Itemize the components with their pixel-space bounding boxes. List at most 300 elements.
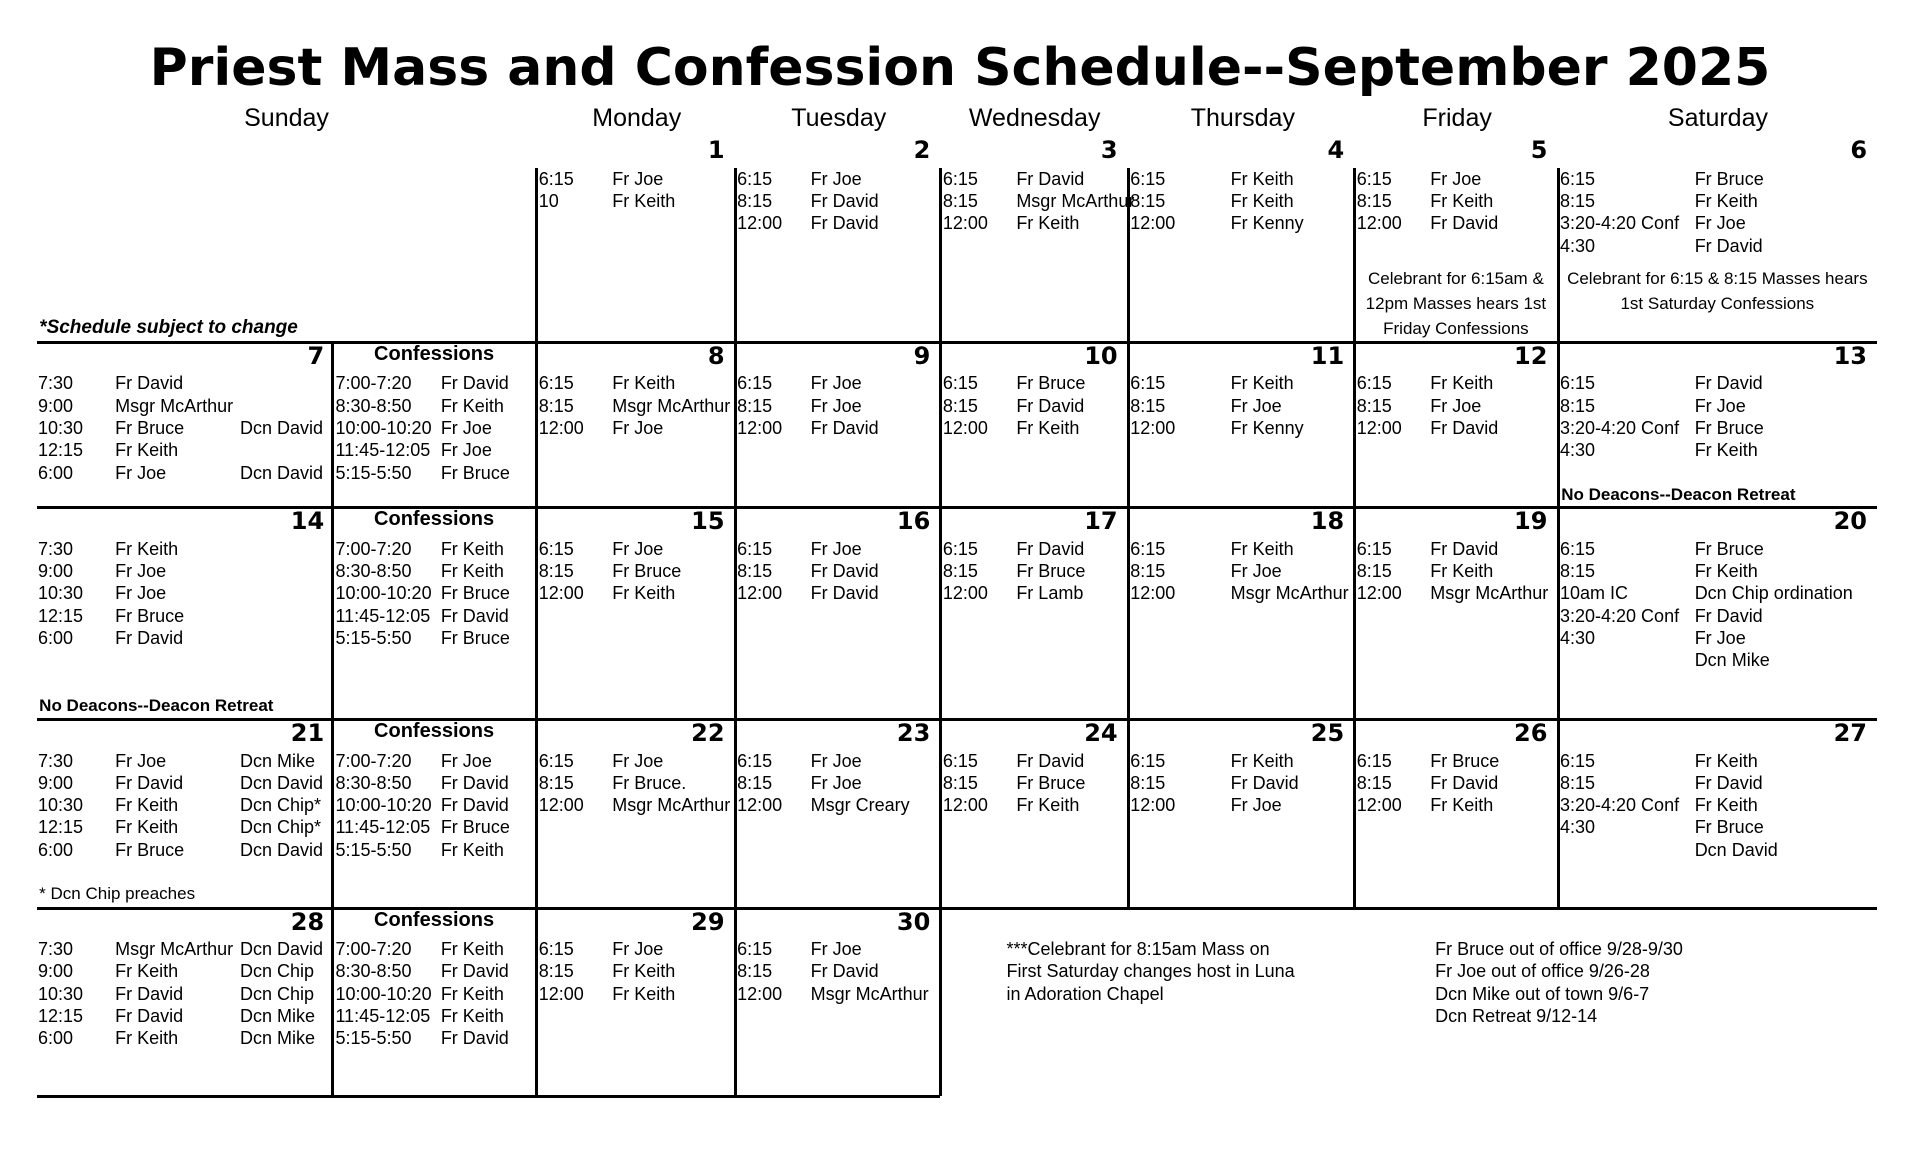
mass-celebrant: Fr Bruce [1016,373,1086,394]
footer-note-left: ***Celebrant for 8:15am Mass on [1006,939,1270,960]
mass-celebrant: Fr David [1016,538,1085,559]
mass-celebrant: Fr Joe [810,395,862,416]
day-number: 4 [1327,135,1345,164]
sunday-mass-time: 10:30 [37,417,83,438]
first-friday-saturday-note: Friday Confessions [1383,318,1529,338]
mass-celebrant: Fr David [810,560,879,581]
mass-celebrant: Fr Keith [1694,440,1758,461]
schedule-note: *Schedule subject to change [39,317,298,339]
mass-time: 6:15 [942,373,978,394]
mass-celebrant: Msgr Creary [810,795,910,816]
mass-celebrant: Dcn David [1694,839,1778,860]
confession-celebrant: Fr Joe [440,750,492,771]
day-name-tuesday: Tuesday [791,104,887,132]
mass-time: 6:15 [1130,750,1166,771]
mass-celebrant: Fr David [1430,213,1499,234]
day-number: 19 [1514,507,1548,536]
mass-time: 8:15 [942,560,978,581]
confession-celebrant: Fr David [440,961,509,982]
mass-time: 8:15 [737,191,773,212]
day-number: 26 [1514,718,1548,747]
confessions-header: Confessions [374,720,495,743]
mass-celebrant: Msgr McArthur [612,395,731,416]
mass-time: 12:00 [538,417,584,438]
deacon-retreat-note: No Deacons--Deacon Retreat [39,695,274,715]
mass-celebrant: Fr David [1430,538,1499,559]
mass-time: 8:15 [942,772,978,793]
mass-celebrant: Fr Keith [1016,213,1080,234]
mass-time: 8:15 [737,395,773,416]
day-number: 6 [1850,135,1868,164]
day-number: 8 [707,341,725,370]
sunday-mass-time: 9:00 [37,560,73,581]
mass-time: 6:15 [538,538,574,559]
mass-time: 6:15 [1560,373,1596,394]
mass-celebrant: Fr Keith [1230,373,1294,394]
mass-celebrant: Fr David [1430,772,1499,793]
mass-celebrant: Fr David [1694,373,1763,394]
mass-time: 12:00 [1130,213,1176,234]
mass-time: 12:00 [1356,795,1402,816]
mass-time: 8:15 [1356,772,1392,793]
mass-celebrant: Fr Bruce [1694,417,1764,438]
mass-celebrant: Fr Joe [612,939,664,960]
confession-celebrant: Fr Keith [440,395,504,416]
day-number: 24 [1084,718,1118,747]
sunday-mass-time: 12:15 [37,817,83,838]
mass-time: 3:20-4:20 Conf [1560,605,1680,626]
mass-time: 6:15 [1560,538,1596,559]
sunday-mass-celebrant: Fr Keith [115,538,179,559]
confession-time: 5:15-5:50 [335,1028,412,1049]
mass-celebrant: Fr David [1694,605,1763,626]
confession-celebrant: Fr Keith [440,560,504,581]
sunday-mass-celebrant: Fr Keith [115,961,179,982]
mass-time: 8:15 [737,961,773,982]
mass-celebrant: Dcn Mike [1694,650,1770,671]
mass-celebrant: Fr David [810,961,879,982]
mass-time: 8:15 [1560,191,1596,212]
grid-line [37,1095,941,1098]
mass-celebrant: Msgr McArthur [1430,583,1549,604]
mass-celebrant: Fr Keith [1230,168,1294,189]
mass-time: 12:00 [538,795,584,816]
mass-time: 8:15 [538,961,574,982]
mass-time: 8:15 [1560,395,1596,416]
day-number: 14 [290,507,325,536]
confession-time: 7:00-7:20 [335,939,412,960]
sunday-mass-time: 7:30 [37,373,73,394]
confession-celebrant: Fr Keith [440,839,504,860]
mass-celebrant: Fr David [810,417,879,438]
deacon-retreat-note: No Deacons--Deacon Retreat [1561,485,1796,505]
sunday-mass-time: 9:00 [37,772,73,793]
sunday-mass-time: 6:00 [37,627,73,648]
mass-celebrant: Fr Joe [1694,213,1746,234]
mass-celebrant: Fr Keith [1694,750,1758,771]
sunday-mass-deacon: Dcn David [240,772,324,793]
mass-time: 6:15 [942,168,978,189]
mass-time: 6:15 [1560,168,1596,189]
confessions-header: Confessions [374,908,495,931]
mass-time: 6:15 [1560,750,1596,771]
mass-celebrant: Fr Bruce [1016,560,1086,581]
mass-time: 4:30 [1560,817,1596,838]
sunday-mass-deacon: Dcn Chip* [240,817,322,838]
mass-celebrant: Fr Keith [1016,417,1080,438]
mass-celebrant: Fr Keith [1430,191,1494,212]
confession-celebrant: Fr Keith [440,983,504,1004]
mass-celebrant: Fr Kenny [1230,213,1304,234]
sunday-mass-deacon: Dcn Chip* [240,795,322,816]
mass-celebrant: Fr Joe [810,373,862,394]
mass-time: 4:30 [1560,627,1596,648]
mass-time: 12:00 [737,417,783,438]
mass-time: 12:00 [1356,583,1402,604]
sunday-mass-deacon: Dcn David [240,939,324,960]
mass-time: 12:00 [1130,417,1176,438]
mass-celebrant: Fr David [810,191,879,212]
footer-note-left: First Saturday changes host in Luna [1006,961,1295,982]
mass-time: 6:15 [1130,538,1166,559]
mass-time: 6:15 [942,750,978,771]
mass-time: 6:15 [737,939,773,960]
sunday-mass-deacon: Dcn David [240,839,324,860]
mass-time: 6:15 [737,750,773,771]
mass-celebrant: Fr Keith [1694,795,1758,816]
mass-time: 12:00 [1356,213,1402,234]
day-number: 9 [913,341,931,370]
sunday-mass-deacon: Dcn Mike [240,1006,316,1027]
sunday-mass-celebrant: Fr Bruce [115,839,185,860]
mass-celebrant: Msgr McArthur [612,795,731,816]
sunday-mass-celebrant: Fr Joe [115,750,167,771]
mass-celebrant: Fr Joe [1694,395,1746,416]
confession-celebrant: Fr Bruce [440,627,510,648]
mass-time: 8:15 [1130,191,1166,212]
day-name-saturday: Saturday [1667,104,1768,132]
mass-celebrant: Fr Keith [1430,560,1494,581]
day-number: 16 [896,507,931,536]
mass-time: 8:15 [1356,395,1392,416]
sunday-mass-celebrant: Fr Bruce [115,605,185,626]
mass-time: 6:15 [737,373,773,394]
sunday-mass-celebrant: Fr Joe [115,560,167,581]
day-number: 2 [913,135,931,164]
confession-time: 7:00-7:20 [335,538,412,559]
sunday-mass-deacon: Dcn Mike [240,750,316,771]
mass-time: 3:20-4:20 Conf [1560,417,1680,438]
mass-celebrant: Fr Joe [612,750,664,771]
mass-time: 10am IC [1560,583,1629,604]
mass-celebrant: Fr Keith [612,983,676,1004]
confession-time: 5:15-5:50 [335,627,412,648]
confession-time: 10:00-10:20 [335,983,432,1004]
mass-time: 8:15 [942,395,978,416]
mass-time: 12:00 [942,583,988,604]
confession-celebrant: Fr David [440,373,509,394]
sunday-mass-deacon: Dcn Chip [240,961,315,982]
confession-time: 7:00-7:20 [335,373,412,394]
mass-time: 6:15 [538,373,574,394]
confession-celebrant: Fr David [440,772,509,793]
confession-time: 11:45-12:05 [335,440,431,461]
mass-time: 3:20-4:20 Conf [1560,795,1680,816]
mass-time: 12:00 [538,983,584,1004]
sunday-mass-celebrant: Fr Bruce [115,417,185,438]
confessions-header: Confessions [374,508,495,531]
confession-celebrant: Fr Keith [440,1006,504,1027]
mass-time: 8:15 [1356,560,1392,581]
day-name-monday: Monday [592,104,682,132]
mass-time: 12:00 [1356,417,1402,438]
day-number: 21 [290,718,325,747]
day-number: 1 [707,135,725,164]
mass-time: 12:00 [942,795,988,816]
mass-time: 6:15 [1356,373,1392,394]
mass-celebrant: Fr Keith [1694,191,1758,212]
mass-time: 12:00 [737,795,783,816]
mass-celebrant: Fr David [810,213,879,234]
confession-time: 5:15-5:50 [335,462,412,483]
footer-note-right: Dcn Mike out of town 9/6-7 [1435,983,1650,1004]
mass-time: 12:00 [942,213,988,234]
footer-note-right: Dcn Retreat 9/12-14 [1435,1006,1598,1027]
sunday-mass-time: 9:00 [37,961,73,982]
confession-celebrant: Fr Keith [440,538,504,559]
confession-celebrant: Fr Joe [440,440,492,461]
mass-time: 12:00 [1130,583,1176,604]
sunday-mass-time: 6:00 [37,839,73,860]
footer-note-right: Fr Joe out of office 9/26-28 [1435,961,1650,982]
confessions-header: Confessions [374,342,495,365]
sunday-mass-celebrant: Fr Keith [115,817,179,838]
mass-time: 6:15 [737,168,773,189]
sunday-mass-time: 6:00 [37,1028,73,1049]
mass-celebrant: Fr Keith [1430,795,1494,816]
preaching-note: * Dcn Chip preaches [39,884,196,904]
day-number: 3 [1100,135,1118,164]
day-number: 13 [1833,341,1868,370]
sunday-mass-time: 10:30 [37,795,83,816]
day-number: 17 [1084,507,1118,536]
mass-celebrant: Fr Joe [1230,795,1282,816]
sunday-mass-celebrant: Fr Keith [115,1028,179,1049]
mass-celebrant: Msgr McArthur [810,983,929,1004]
mass-time: 10 [538,191,559,212]
mass-celebrant: Fr Joe [1230,560,1282,581]
sunday-mass-time: 9:00 [37,395,73,416]
day-number: 20 [1833,507,1868,536]
sunday-mass-celebrant: Fr Keith [115,440,179,461]
grid-line [331,342,334,1096]
mass-celebrant: Fr David [1430,417,1499,438]
confession-celebrant: Fr Keith [440,939,504,960]
day-number: 28 [290,907,325,936]
mass-celebrant: Fr David [1016,750,1085,771]
mass-celebrant: Fr Bruce [612,560,682,581]
mass-time: 12:00 [942,417,988,438]
confession-time: 8:30-8:50 [335,961,412,982]
sunday-mass-time: 10:30 [37,983,83,1004]
confession-celebrant: Fr Bruce [440,462,510,483]
mass-time: 8:15 [1560,772,1596,793]
day-number: 27 [1833,718,1868,747]
mass-celebrant: Fr Joe [1694,627,1746,648]
mass-celebrant: Fr David [1694,772,1763,793]
mass-celebrant: Fr Joe [810,168,862,189]
day-number: 7 [307,341,325,370]
sunday-mass-celebrant: Msgr McArthur [115,395,234,416]
sunday-mass-deacon: Dcn Chip [240,983,315,1004]
day-number: 11 [1310,341,1345,370]
mass-celebrant: Fr David [1694,235,1763,256]
mass-celebrant: Fr Joe [612,538,664,559]
mass-time: 3:20-4:20 Conf [1560,213,1680,234]
mass-celebrant: Fr David [1016,395,1085,416]
day-number: 18 [1310,507,1345,536]
mass-celebrant: Fr Joe [1430,168,1482,189]
sunday-mass-celebrant: Fr David [115,627,184,648]
mass-time: 12:00 [737,983,783,1004]
sunday-mass-deacon: Dcn David [240,417,324,438]
sunday-mass-time: 6:00 [37,462,73,483]
mass-celebrant: Fr Joe [612,417,664,438]
day-number: 29 [691,907,725,936]
mass-celebrant: Fr Keith [1016,795,1080,816]
confession-time: 5:15-5:50 [335,839,412,860]
mass-celebrant: Fr Kenny [1230,417,1304,438]
mass-celebrant: Fr Bruce [1430,750,1500,771]
sunday-mass-time: 12:15 [37,1006,83,1027]
confession-celebrant: Fr David [440,605,509,626]
mass-time: 8:15 [538,395,574,416]
mass-celebrant: Fr Keith [1430,373,1494,394]
sunday-mass-time: 12:15 [37,440,83,461]
mass-time: 6:15 [1356,168,1392,189]
sunday-mass-celebrant: Fr David [115,772,184,793]
mass-celebrant: Fr Keith [1230,750,1294,771]
sunday-mass-time: 7:30 [37,538,73,559]
sunday-mass-time: 7:30 [37,939,73,960]
mass-time: 6:15 [538,168,574,189]
mass-celebrant: Fr David [1016,168,1085,189]
confession-time: 10:00-10:20 [335,417,432,438]
sunday-mass-celebrant: Fr David [115,983,184,1004]
confession-celebrant: Fr David [440,1028,509,1049]
sunday-mass-deacon: Dcn Mike [240,1028,316,1049]
mass-celebrant: Fr Keith [612,961,676,982]
sunday-mass-time: 10:30 [37,583,83,604]
sunday-mass-time: 7:30 [37,750,73,771]
day-number: 25 [1310,718,1345,747]
day-number: 15 [691,507,725,536]
day-name-thursday: Thursday [1190,104,1295,132]
sunday-mass-celebrant: Fr Joe [115,583,167,604]
confession-time: 8:30-8:50 [335,772,412,793]
day-number: 30 [896,907,931,936]
confession-celebrant: Fr Joe [440,417,492,438]
mass-celebrant: Fr David [810,583,879,604]
mass-time: 4:30 [1560,440,1596,461]
footer-note-right: Fr Bruce out of office 9/28-9/30 [1435,939,1683,960]
mass-celebrant: Fr Bruce [1694,538,1764,559]
mass-celebrant: Msgr McArthur [1230,583,1349,604]
mass-celebrant: Fr Joe [810,772,862,793]
confession-time: 11:45-12:05 [335,817,431,838]
sunday-mass-celebrant: Msgr McArthur [115,939,234,960]
mass-time: 6:15 [1356,538,1392,559]
mass-celebrant: Fr Lamb [1016,583,1084,604]
mass-celebrant: Fr Joe [1230,395,1282,416]
day-number: 10 [1084,341,1118,370]
confession-celebrant: Fr Bruce [440,583,510,604]
mass-time: 8:15 [1560,560,1596,581]
confession-time: 10:00-10:20 [335,795,432,816]
first-friday-saturday-note: Celebrant for 6:15am & [1368,268,1544,288]
mass-celebrant: Fr Keith [1230,191,1294,212]
first-friday-saturday-note: 12pm Masses hears 1st [1365,293,1547,313]
mass-celebrant: Fr Joe [810,538,862,559]
mass-celebrant: Fr Joe [612,168,664,189]
mass-time: 6:15 [538,939,574,960]
mass-time: 12:00 [538,583,584,604]
mass-celebrant: Fr Joe [1430,395,1482,416]
day-name-wednesday: Wednesday [968,104,1101,132]
mass-time: 8:15 [737,772,773,793]
confession-celebrant: Fr David [440,795,509,816]
grid-line [939,168,942,1096]
mass-celebrant: Fr Keith [612,373,676,394]
first-friday-saturday-note: 1st Saturday Confessions [1620,293,1815,313]
sunday-mass-time: 12:15 [37,605,83,626]
mass-celebrant: Fr Bruce. [612,772,687,793]
mass-celebrant: Fr Keith [612,191,676,212]
sunday-mass-celebrant: Fr David [115,373,184,394]
sunday-mass-celebrant: Fr Keith [115,795,179,816]
mass-celebrant: Fr Joe [810,750,862,771]
mass-celebrant: Fr David [1230,772,1299,793]
day-number: 5 [1530,135,1548,164]
day-name-sunday: Sunday [244,104,329,132]
confession-time: 11:45-12:05 [335,605,431,626]
confession-time: 11:45-12:05 [335,1006,431,1027]
mass-time: 8:15 [942,191,978,212]
day-number: 22 [691,718,725,747]
mass-time: 6:15 [942,538,978,559]
confession-time: 8:30-8:50 [335,395,412,416]
mass-time: 12:00 [737,213,783,234]
mass-time: 12:00 [737,583,783,604]
day-name-friday: Friday [1422,104,1492,132]
mass-time: 6:15 [1356,750,1392,771]
mass-time: 8:15 [1130,395,1166,416]
confession-time: 8:30-8:50 [335,560,412,581]
mass-time: 8:15 [1356,191,1392,212]
day-number: 23 [896,718,931,747]
page-title: Priest Mass and Confession Schedule--September 2025 [149,38,1771,98]
confession-time: 7:00-7:20 [335,750,412,771]
mass-time: 6:15 [538,750,574,771]
mass-celebrant: Dcn Chip ordination [1694,583,1853,604]
mass-time: 12:00 [1130,795,1176,816]
sunday-mass-celebrant: Fr Joe [115,462,167,483]
mass-time: 8:15 [538,772,574,793]
mass-time: 6:15 [1130,168,1166,189]
first-friday-saturday-note: Celebrant for 6:15 & 8:15 Masses hears [1567,268,1868,288]
mass-celebrant: Msgr McArthur [1016,191,1135,212]
mass-time: 4:30 [1560,235,1596,256]
